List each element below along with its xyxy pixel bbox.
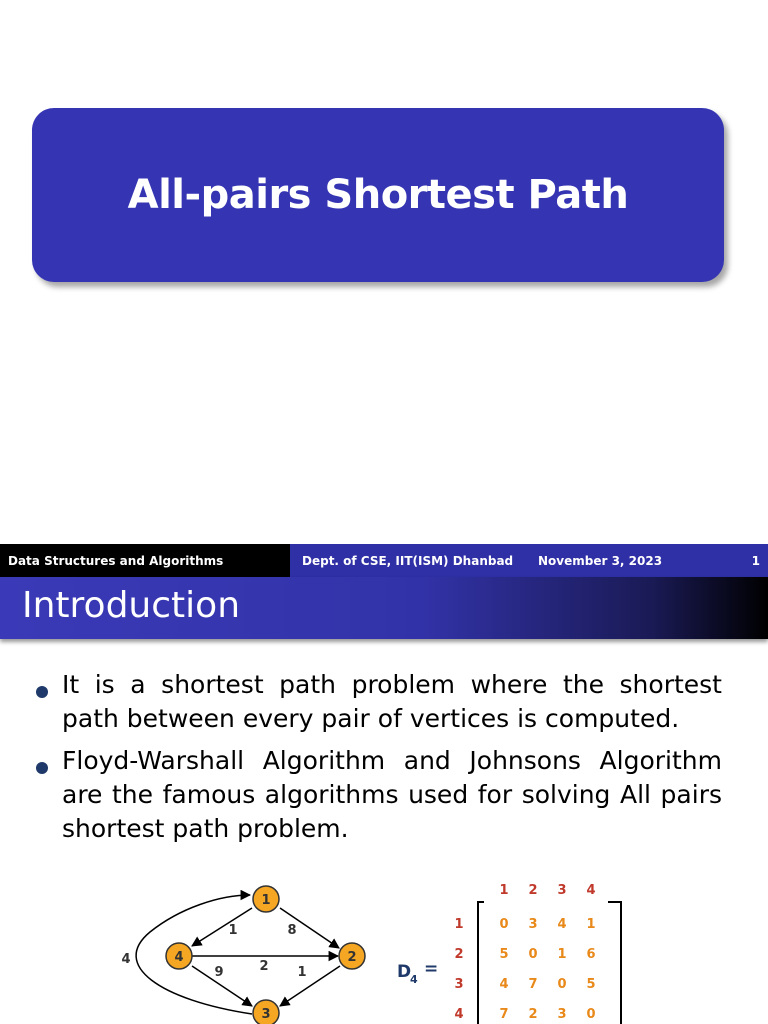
edge-2-3: [280, 966, 340, 1006]
footer-course: Data Structures and Algorithms: [8, 553, 224, 568]
footer-right: [290, 544, 768, 577]
node-label: 1: [261, 893, 271, 908]
bullet-dot-icon: [36, 686, 48, 698]
matrix-bracket-left: [478, 902, 484, 1024]
graph-node-4: [166, 943, 192, 969]
matrix-col-header: 4: [586, 883, 596, 898]
bullet-item: [30, 668, 722, 736]
footer-left: [0, 544, 290, 577]
edge-3-1-outer: [136, 895, 252, 1014]
matrix-cell: 0: [499, 917, 509, 932]
footer-bar: [0, 544, 768, 577]
matrix-label: [397, 959, 438, 986]
footer-dept: Dept. of CSE, IIT(ISM) Dhanbad: [302, 553, 514, 568]
matrix-subscript: 4: [410, 973, 418, 986]
bullet-text: It is a shortest path problem where the shortest path between every pair of vertices is computed.: [62, 670, 722, 733]
matrix-row-header: 4: [454, 1007, 464, 1022]
matrix-cells: [499, 917, 595, 1022]
matrix-cell: 1: [586, 917, 596, 932]
matrix-row-header: 2: [454, 947, 464, 962]
matrix-cell: 1: [557, 947, 567, 962]
matrix-row-headers: [454, 917, 463, 1022]
matrix-cell: 6: [586, 947, 596, 962]
footer-date: November 3, 2023: [538, 553, 663, 568]
matrix-col-header: 2: [528, 883, 538, 898]
graph-node-2: [339, 943, 365, 969]
bullet-text: Floyd-Warshall Algorithm and Johnsons Algorithm are the famous algorithms used for solving All pairs shortest path problem.: [62, 746, 722, 843]
matrix-cell: 7: [528, 977, 538, 992]
section-header: [0, 577, 768, 639]
bullet-list: [30, 668, 722, 854]
matrix-cell: 2: [528, 1007, 538, 1022]
matrix-cell: 4: [557, 917, 567, 932]
matrix-cell: 3: [528, 917, 538, 932]
matrix-cell: 0: [586, 1007, 596, 1022]
matrix-row-header: 1: [454, 917, 464, 932]
weight-label: 9: [214, 965, 224, 980]
matrix-col-header: 1: [499, 883, 509, 898]
matrix-cell: 7: [499, 1007, 509, 1022]
edge-1-4: [192, 908, 252, 946]
node-label: 4: [174, 950, 184, 965]
matrix-cell: 3: [557, 1007, 567, 1022]
matrix-cell: 4: [499, 977, 509, 992]
graph-figure: [0, 870, 768, 1024]
section-title: Introduction: [22, 585, 241, 626]
bullet-dot-icon: [36, 762, 48, 774]
graph-node-3: [253, 1000, 279, 1024]
node-label: 3: [261, 1007, 271, 1022]
matrix-cell: 0: [528, 947, 538, 962]
matrix-name: D: [397, 962, 412, 982]
matrix-bracket-right: [608, 902, 621, 1024]
matrix-col-header: 3: [557, 883, 567, 898]
weight-label: 1: [228, 923, 238, 938]
slide-title: All-pairs Shortest Path: [127, 172, 629, 218]
weight-label: 1: [297, 965, 307, 980]
bullet-item: [30, 744, 722, 846]
matrix-row-header: 3: [454, 977, 464, 992]
title-box: [32, 108, 724, 282]
node-label: 2: [347, 950, 357, 965]
weight-label: 4: [121, 952, 131, 967]
weight-label: 8: [287, 923, 297, 938]
footer-page-number: 1: [751, 553, 760, 568]
matrix-column-headers: [499, 883, 595, 898]
weight-label: 2: [259, 959, 269, 974]
graph-node-1: [253, 886, 279, 912]
matrix-cell: 5: [499, 947, 509, 962]
matrix-cell: 0: [557, 977, 567, 992]
matrix-equals: =: [424, 959, 439, 979]
matrix-cell: 5: [586, 977, 596, 992]
